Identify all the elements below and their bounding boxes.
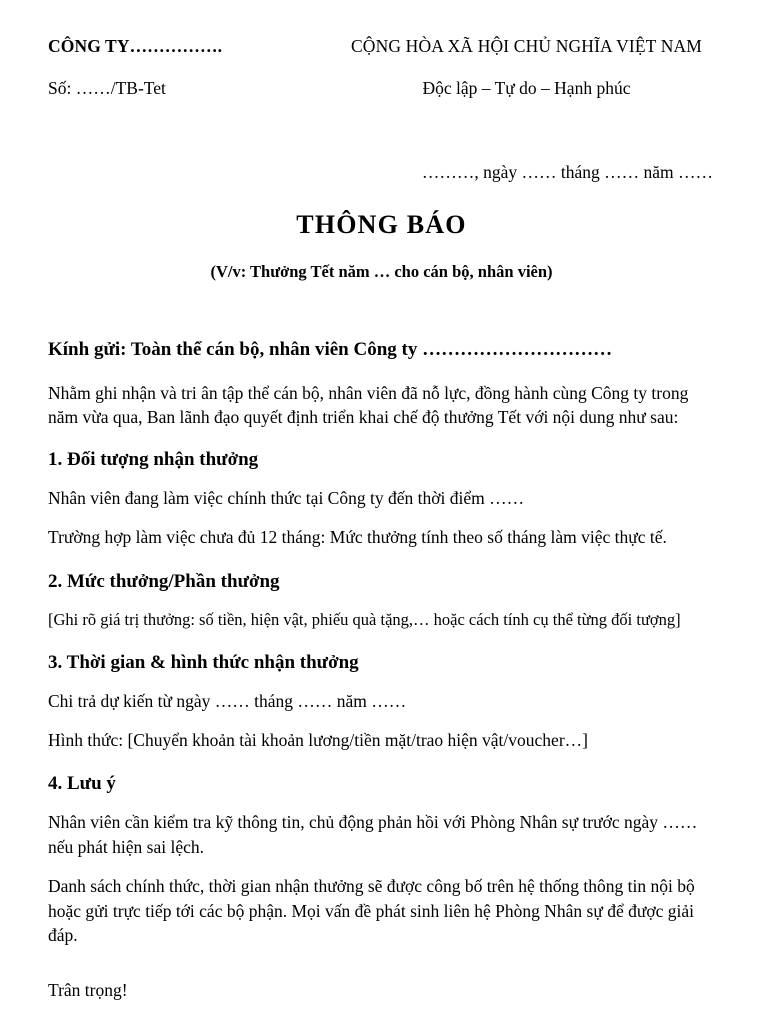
section-1-paragraph-1: Nhân viên đang làm việc chính thức tại Công ty đến thời điểm …… bbox=[48, 488, 525, 509]
closing-line: Trân trọng! bbox=[48, 980, 128, 1001]
section-heading-2: 2. Mức thưởng/Phần thưởng bbox=[48, 570, 280, 592]
title-block bbox=[48, 209, 715, 282]
national-motto: Độc lập – Tự do – Hạnh phúc bbox=[422, 77, 631, 98]
section-3-paragraph-2: Hình thức: [Chuyển khoản tài khoản lương/tiền mặt/trao hiện vật/voucher…] bbox=[48, 729, 588, 750]
section-2-paragraph-1: [Ghi rõ giá trị thưởng: số tiền, hiện vật, phiếu quà tặng,… hoặc cách tính cụ thể từng đối tượng] bbox=[48, 609, 681, 629]
section-heading-3: 3. Thời gian & hình thức nhận thưởng bbox=[48, 651, 359, 673]
page-subtitle: (V/v: Thưởng Tết năm … cho cán bộ, nhân viên) bbox=[210, 261, 553, 281]
document-number: Số: ……/TB-Tet bbox=[48, 77, 166, 98]
letterhead-row-top bbox=[48, 36, 715, 58]
section-4-paragraph-1: Nhân viên cần kiểm tra kỹ thông tin, chủ động phản hồi với Phòng Nhân sự trước ngày …… nếu phát hiện sai lệch. bbox=[48, 812, 698, 857]
section-4-paragraph-2: Danh sách chính thức, thời gian nhận thưởng sẽ được công bố trên hệ thống thông tin nội bộ hoặc gửi trực tiếp tới các bộ phận. Mọi vấn đề phát sinh liên hệ Phòng Nhân sự để được giải đáp. bbox=[48, 875, 695, 946]
national-heading: CỘNG HÒA XÃ HỘI CHỦ NGHĨA VIỆT NAM bbox=[350, 36, 703, 56]
document-body bbox=[48, 338, 715, 1003]
company-name: CÔNG TY……………. bbox=[48, 36, 223, 56]
intro-paragraph: Nhằm ghi nhận và tri ân tập thể cán bộ, nhân viên đã nỗ lực, đồng hành cùng Công ty trong năm vừa qua, Ban lãnh đạo quyết định triển khai chế độ thưởng Tết với nội dung như sau: bbox=[48, 382, 689, 428]
section-heading-1: 1. Đối tượng nhận thưởng bbox=[48, 449, 259, 471]
section-heading-4: 4. Lưu ý bbox=[48, 773, 116, 795]
date-line: ………, ngày …… tháng …… năm …… bbox=[421, 161, 713, 182]
section-1-paragraph-2: Trường hợp làm việc chưa đủ 12 tháng: Mức thưởng tính theo số tháng làm việc thực tế. bbox=[48, 526, 667, 547]
letterhead bbox=[48, 0, 715, 100]
section-3-paragraph-1: Chi trả dự kiến từ ngày …… tháng …… năm …… bbox=[48, 690, 407, 711]
letterhead-row-bottom bbox=[48, 78, 715, 100]
page-title: THÔNG BÁO bbox=[296, 209, 467, 239]
recipient-line: Kính gửi: Toàn thể cán bộ, nhân viên Công ty ………………………… bbox=[48, 338, 613, 360]
